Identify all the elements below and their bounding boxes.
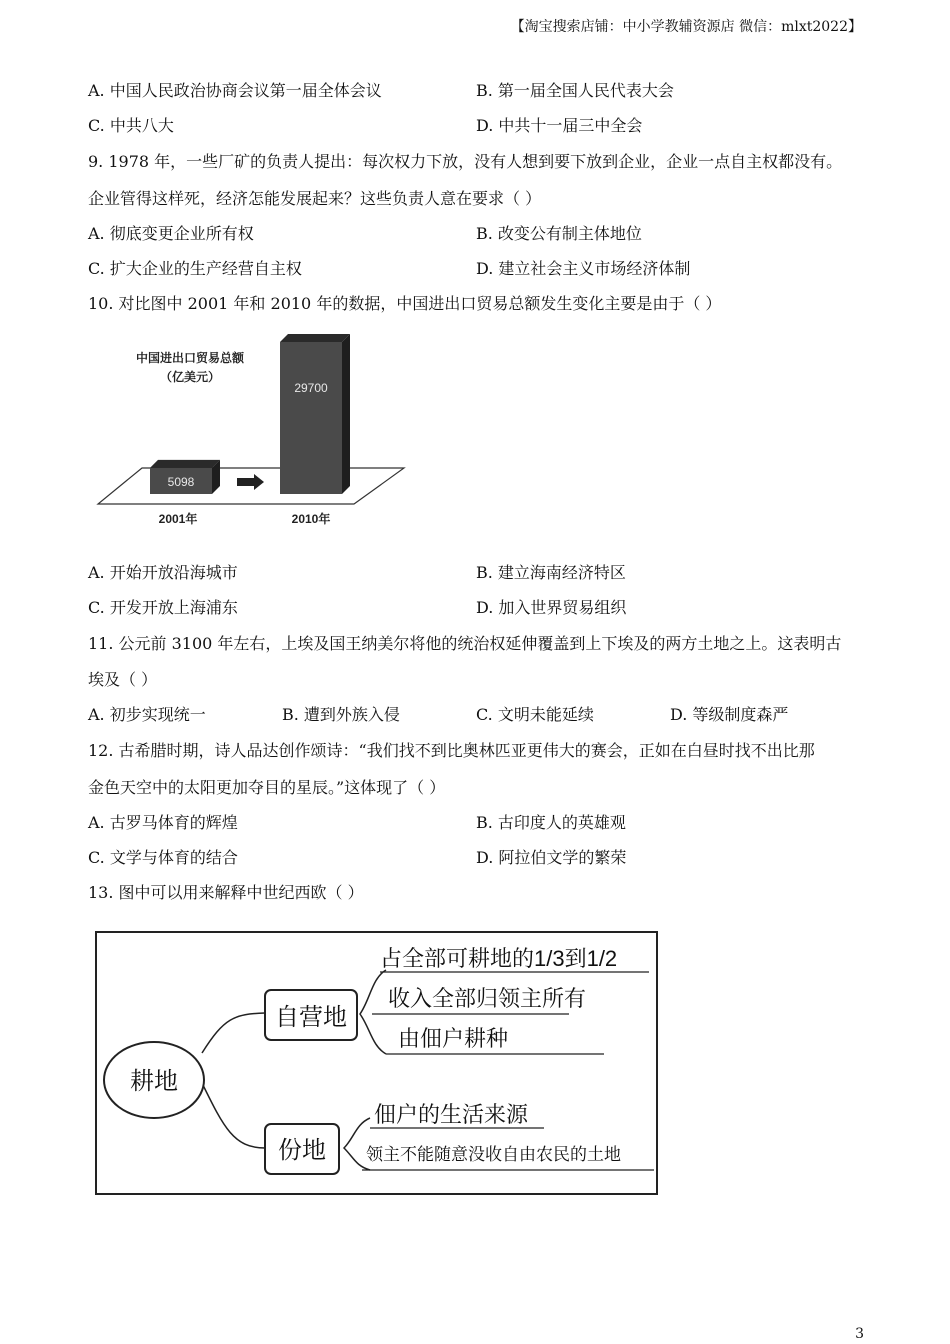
branch1-item: 收入全部归领主所有 <box>388 986 587 1011</box>
bar-value-label: 5098 <box>167 474 195 489</box>
q10-option-b: B. 建立海南经济特区 <box>476 563 626 582</box>
q12-option-b: B. 古印度人的英雄观 <box>476 813 626 832</box>
branch1-item: 占全部可耕地的1/3到1/2 <box>380 946 618 971</box>
q8-option-c: C. 中共八大 <box>88 116 174 135</box>
q9-option-a: A. 彻底变更企业所有权 <box>88 224 254 243</box>
q10-stem: 10. 对比图中 2001 年和 2010 年的数据，中国进出口贸易总额发生变化主要是由于（ ） <box>88 294 722 313</box>
branch-label-holding: 份地 <box>278 1137 326 1164</box>
bar-value-label: 29700 <box>294 381 328 395</box>
arrow-icon <box>237 474 264 490</box>
q10-option-c: C. 开发开放上海浦东 <box>88 598 238 617</box>
q11-option-c: C. 文明未能延续 <box>476 705 594 724</box>
trade-chart <box>92 332 412 532</box>
q11-option-b: B. 遭到外族入侵 <box>282 705 400 724</box>
bar-top <box>280 334 350 342</box>
bracket <box>360 970 386 1054</box>
q9-stem-line2: 企业管得这样死，经济怎能发展起来？这些负责人意在要求（ ） <box>88 189 542 208</box>
q12-stem-line2: 金色天空中的太阳更加夺目的星辰。”这体现了（ ） <box>88 778 446 797</box>
q12-option-c: C. 文学与体育的结合 <box>88 848 238 867</box>
farmland-mindmap <box>94 928 660 1198</box>
page-number: 3 <box>855 1326 864 1342</box>
bar-top <box>150 460 220 468</box>
q11-stem-line2: 埃及（ ） <box>88 670 158 689</box>
bar-front <box>280 342 342 494</box>
q9-option-d: D. 建立社会主义市场经济体制 <box>476 259 691 278</box>
q8-option-b: B. 第一届全国人民代表大会 <box>476 81 674 100</box>
chart-title: 中国进出口贸易总额 <box>135 351 245 365</box>
branch1-item: 由佃户耕种 <box>398 1026 509 1051</box>
q9-stem-line1: 9. 1978 年，一些厂矿的负责人提出：每次权力下放，没有人想到要下放到企业，企业一点自主权都没有。 <box>88 152 843 171</box>
q11-option-d: D. 等级制度森严 <box>670 705 789 724</box>
x-tick-label: 2010年 <box>291 512 331 526</box>
branch2-item: 佃户的生活来源 <box>374 1102 529 1127</box>
q10-option-d: D. 加入世界贸易组织 <box>476 598 627 617</box>
chart-subtitle: （亿美元） <box>159 370 221 384</box>
x-tick-label: 2001年 <box>158 512 198 526</box>
q12-stem-line1: 12. 古希腊时期，诗人品达创作颂诗：“我们找不到比奥林匹亚更伟大的赛会，正如在白昼时找不出比那 <box>88 741 815 760</box>
page-header: 【淘宝搜索店铺：中小学教辅资源店 微信：mlxt2022】 <box>510 19 862 35</box>
connector <box>202 1013 265 1053</box>
q10-option-a: A. 开始开放沿海城市 <box>88 563 238 582</box>
q11-stem-line1: 11. 公元前 3100 年左右，上埃及国王纳美尔将他的统治权延伸覆盖到上下埃及的两方土地之上。这表明古 <box>88 634 842 653</box>
q8-option-d: D. 中共十一届三中全会 <box>476 116 643 135</box>
q11-option-a: A. 初步实现统一 <box>88 705 206 724</box>
q13-stem: 13. 图中可以用来解释中世纪西欧（ ） <box>88 883 364 902</box>
bar-side <box>342 334 350 494</box>
q9-option-b: B. 改变公有制主体地位 <box>476 224 642 243</box>
root-label: 耕地 <box>130 1068 178 1095</box>
q12-option-d: D. 阿拉伯文学的繁荣 <box>476 848 627 867</box>
q9-option-c: C. 扩大企业的生产经营自主权 <box>88 259 302 278</box>
connector <box>202 1083 265 1148</box>
branch-label-demesne: 自营地 <box>275 1004 347 1031</box>
branch2-item: 领主不能随意没收自由农民的土地 <box>366 1145 621 1164</box>
q12-option-a: A. 古罗马体育的辉煌 <box>88 813 238 832</box>
q8-option-a: A. 中国人民政治协商会议第一届全体会议 <box>88 81 382 100</box>
